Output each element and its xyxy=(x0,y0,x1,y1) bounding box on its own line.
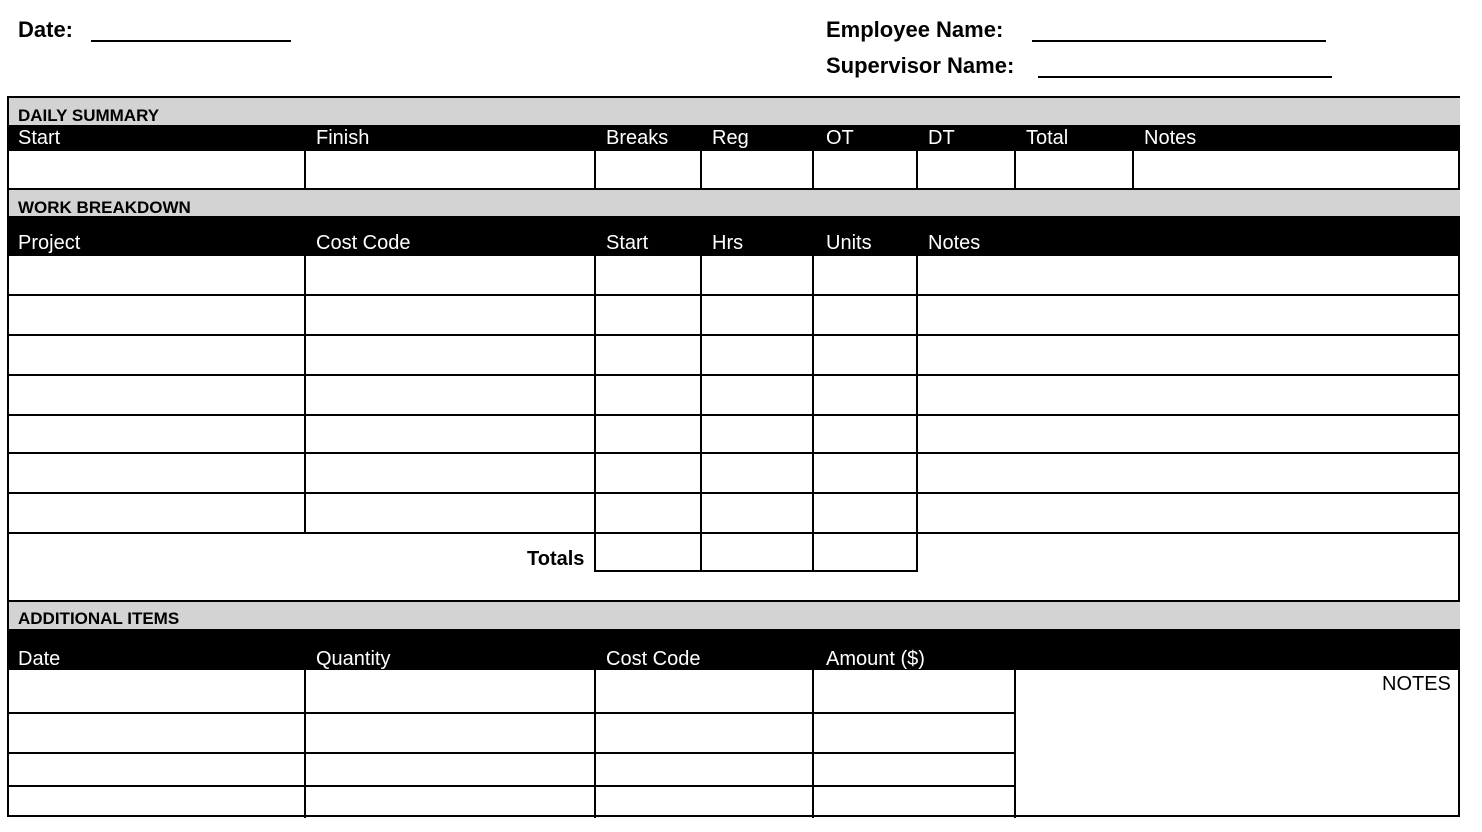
daily-summary-col-ot: OT xyxy=(826,127,854,149)
daily-summary-col-reg: Reg xyxy=(712,127,749,149)
totals-label: Totals xyxy=(527,548,585,570)
daily-summary-col-start: Start xyxy=(18,127,61,149)
work-breakdown-title: WORK BREAKDOWN xyxy=(18,198,191,217)
supervisor-name-label: Supervisor Name: xyxy=(826,53,1015,78)
daily-summary-col-total: Total xyxy=(1026,127,1069,149)
additional-items-col-amount: Amount ($) xyxy=(826,648,925,670)
work-breakdown-col-project: Project xyxy=(18,232,81,254)
work-breakdown-row-line xyxy=(7,294,1460,296)
additional-items-col-cost-code: Cost Code xyxy=(606,648,701,670)
additional-items-col-quantity: Quantity xyxy=(316,648,391,670)
daily-summary-col-breaks: Breaks xyxy=(606,127,669,149)
daily-summary-section-header xyxy=(9,98,1460,126)
additional-items-row-line xyxy=(7,752,1016,754)
additional-items-divider xyxy=(1014,670,1016,818)
daily-summary-divider xyxy=(1014,151,1016,189)
daily-summary-col-notes: Notes xyxy=(1144,127,1197,149)
notes-box-label: NOTES xyxy=(1382,673,1451,695)
employee-name-field[interactable] xyxy=(1032,40,1326,42)
daily-summary-title: DAILY SUMMARY xyxy=(18,106,160,125)
daily-summary-divider xyxy=(1132,151,1134,189)
supervisor-name-field[interactable] xyxy=(1038,76,1332,78)
additional-items-row-line xyxy=(7,785,1016,787)
additional-items-divider xyxy=(304,670,306,818)
daily-summary-divider xyxy=(594,151,596,189)
daily-summary-column-header-bar xyxy=(9,126,1460,151)
additional-items-bottom-border xyxy=(7,815,1460,817)
work-breakdown-col-start: Start xyxy=(606,232,649,254)
daily-summary-divider xyxy=(700,151,702,189)
daily-summary-divider xyxy=(916,151,918,189)
date-label: Date: xyxy=(18,17,74,42)
daily-summary-col-dt: DT xyxy=(928,127,955,149)
additional-items-title: ADDITIONAL ITEMS xyxy=(18,609,180,628)
work-breakdown-row-line xyxy=(7,492,1460,494)
work-breakdown-col-cost-code: Cost Code xyxy=(316,232,411,254)
daily-summary-divider xyxy=(304,151,306,189)
work-breakdown-column-header-bar xyxy=(9,217,1460,256)
date-field[interactable] xyxy=(91,40,291,42)
additional-items-column-header-bar xyxy=(9,630,1460,670)
additional-items-row-line xyxy=(7,712,1016,714)
additional-items-divider xyxy=(594,670,596,818)
employee-name-label: Employee Name: xyxy=(826,17,1004,42)
work-breakdown-section-header xyxy=(9,190,1460,217)
work-breakdown-row-line xyxy=(7,414,1460,416)
work-breakdown-row-line xyxy=(7,334,1460,336)
daily-summary-col-finish: Finish xyxy=(316,127,370,149)
work-breakdown-row-line xyxy=(7,532,1460,534)
work-breakdown-col-hrs: Hrs xyxy=(712,232,744,254)
work-breakdown-col-units: Units xyxy=(826,232,872,254)
work-breakdown-row-line xyxy=(7,452,1460,454)
work-breakdown-row-line xyxy=(7,374,1460,376)
additional-items-section-header xyxy=(9,602,1460,630)
additional-items-col-date: Date xyxy=(18,648,61,670)
additional-items-divider xyxy=(812,670,814,818)
work-breakdown-col-notes: Notes xyxy=(928,232,981,254)
totals-box-bottom xyxy=(594,570,918,572)
daily-summary-divider xyxy=(812,151,814,189)
